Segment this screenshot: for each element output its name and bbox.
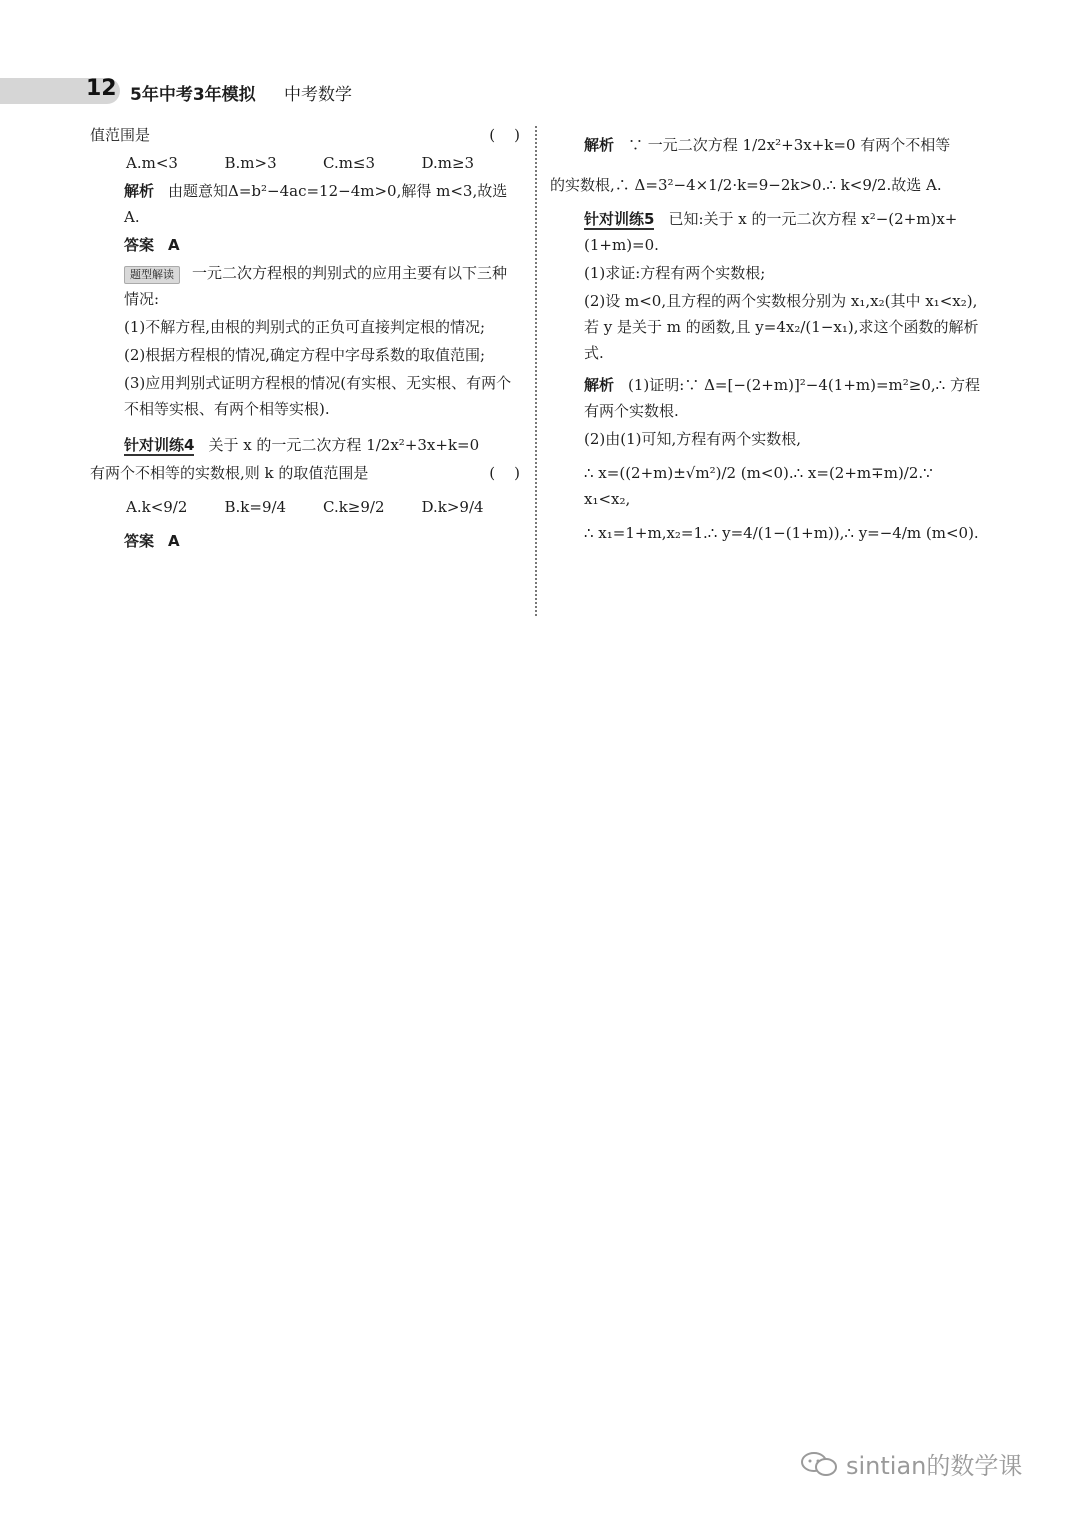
training-5-stem: 针对训练5 已知:关于 x 的一元二次方程 x²−(2+m)x+(1+m)=0. [584,210,958,254]
page-number: 12 [86,76,117,101]
answer-value: A [168,236,180,254]
training-5-analysis: 解析 (1)证明:∵ Δ=[−(2+m)]²−4(1+m)=m²≥0,∴ 方程有两个实数根. [584,376,980,420]
training-5-part-1: (1)求证:方程有两个实数根; [584,264,766,282]
solution-equation-1: ∴ x=((2+m)±√m²)/2 (m<0).∴ x=(2+m∓m)/2.∵ x₁<x₂, [584,464,933,508]
reading-item: (3)应用判别式证明方程根的情况(有实根、无实根、有两个不相等实根、有两个相等实根). [124,374,512,418]
reading-item: (1)不解方程,由根的判别式的正负可直接判定根的情况; [124,318,486,336]
option-c: C.m≤3 [323,154,376,172]
analysis-label: 解析 [584,136,615,154]
answer-block [90,232,520,258]
subject-title: 中考数学 [284,85,352,105]
option-d: D.k>9/4 [421,498,484,516]
book-series-title: 5年中考3年模拟 [130,85,256,105]
option-d: D.m≥3 [421,154,475,172]
analysis-label: 解析 [124,182,155,200]
training-5-label: 针对训练5 [584,210,655,228]
analysis-text: 由题意知Δ=b²−4ac=12−4m>0,解得 m<3,故选 A. [124,182,508,226]
reading-item: (2)根据方程根的情况,确定方程中字母系数的取值范围; [124,346,486,364]
training-4-label: 针对训练4 [124,436,195,454]
analysis-block [90,178,520,230]
type-reading-tag: 题型解读 [124,266,180,284]
solution-equation-2: ∴ x₁=1+m,x₂=1.∴ y=4/(1−(1+m)),∴ y=−4/m (m<0). [584,524,979,542]
option-b: B.k=9/4 [224,498,287,516]
answer-bracket: ( ) [489,464,520,482]
training-4-analysis: 解析 ∵ 一元二次方程 1/2x²+3x+k=0 有两个不相等 [584,136,951,154]
training-5-part-2: (2)设 m<0,且方程的两个实数根分别为 x₁,x₂(其中 x₁<x₂),若 y 是关于 m 的函数,且 y=4x₂/(1−x₁),求这个函数的解析式. [584,292,979,362]
training-4-analysis-cont: 的实数根,∴ Δ=3²−4×1/2·k=9−2k>0.∴ k<9/2.故选 A. [550,176,942,194]
training-4-options [90,494,520,520]
answer-label: 答案 [124,236,155,254]
question-stem-tail: 值范围是 ( ) [90,122,520,148]
training-5-analysis-part-2: (2)由(1)可知,方程有两个实数根, [584,430,802,448]
answer-bracket: ( ) [489,126,520,144]
training-4-stem: 针对训练4 关于 x 的一元二次方程 1/2x²+3x+k=0 [124,436,480,454]
watermark-text: sintian的数学课 [846,1452,1023,1480]
chat-bubbles-icon [800,1450,840,1478]
option-a: A.k<9/2 [126,498,188,516]
option-a: A.m<3 [126,154,178,172]
training-4-answer [90,528,520,554]
analysis-label: 解析 [584,376,615,394]
option-b: B.m>3 [224,154,277,172]
training-4-stem-2: 有两个不相等的实数根,则 k 的取值范围是 ( ) [90,460,520,486]
option-c: C.k≥9/2 [323,498,385,516]
watermark [800,1446,1022,1481]
question-options [90,150,520,176]
column-divider [535,126,537,616]
right-column [550,122,982,554]
answer-label: 答案 [124,532,155,550]
reading-intro: 题型解读 一元二次方程根的判别式的应用主要有以下三种情况: [124,264,508,308]
answer-value: A [168,532,180,550]
left-column [90,122,520,556]
